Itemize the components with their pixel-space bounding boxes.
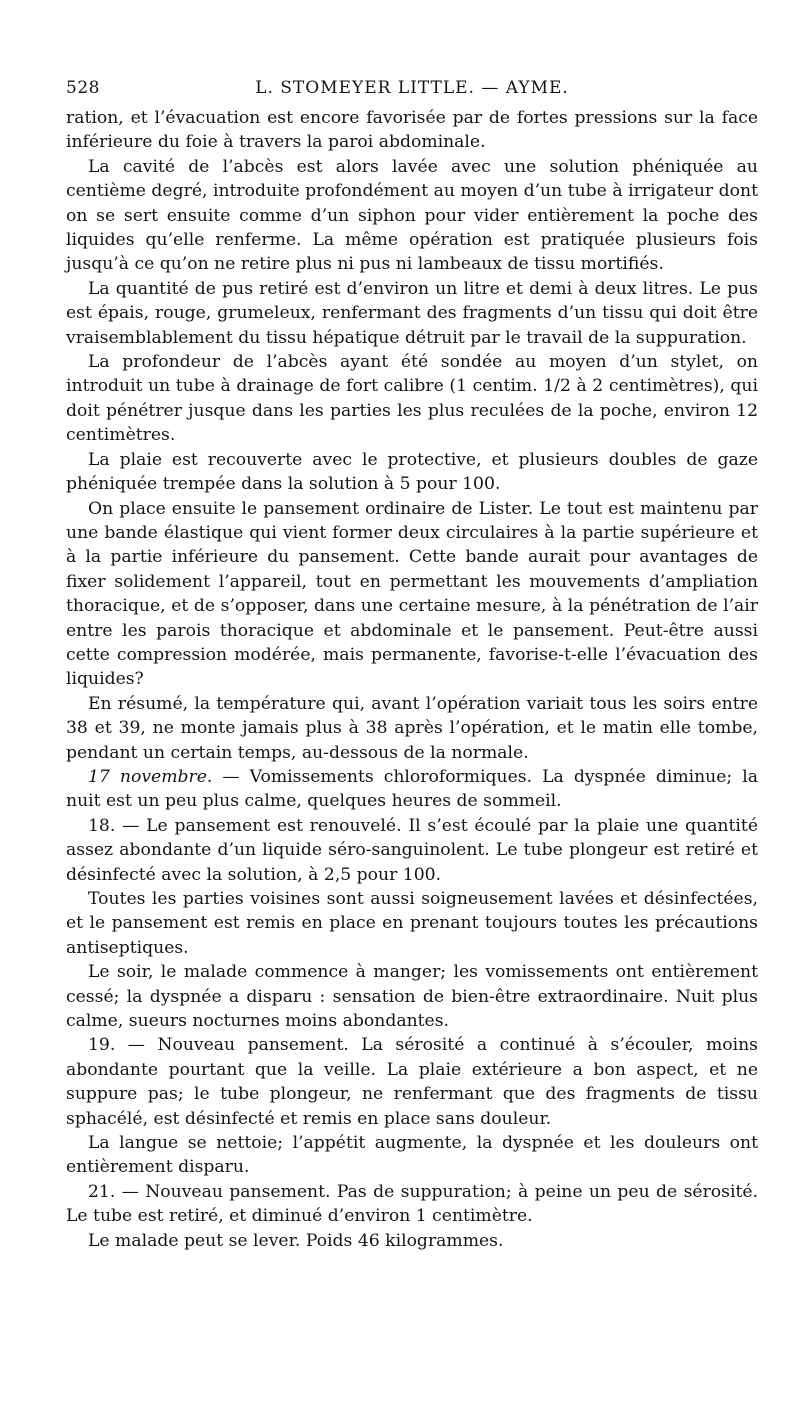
paragraph: La cavité de l’abcès est alors lavée avec une solution phéniquée au centième degré, introduite profondément au moyen d’un tube à irrigateur dont on se sert ensuite comme d’un siphon pour vider entièrement la poche des liquides qu’elle renferme. La même opération est pratiquée plusieurs fois jusqu’à ce qu’on ne retire plus ni pus ni lambeaux de tissu mortifiés.: [66, 156, 758, 275]
page-header: [66, 74, 758, 104]
paragraph: 18. — Le pansement est renouvelé. Il s’est écoulé par la plaie une quantité assez abondante d’un liquide séro-sanguinolent. Le tube plongeur est retiré et désinfecté avec la solution, à 2,5 pour 100.: [66, 815, 758, 885]
paragraph: La profondeur de l’abcès ayant été sondée au moyen d’un stylet, on introduit un tube à drainage de fort calibre (1 centim. 1/2 à 2 centimètres), qui doit pénétrer jusque dans les parties les plus reculées de la poche, environ 12 centimètres.: [66, 352, 758, 446]
entry-date: 17 novembre.: [88, 766, 213, 787]
paragraph: ration, et l’évacuation est encore favorisée par de fortes pressions sur la face inférieure du foie à travers la paroi abdominale.: [66, 108, 758, 153]
paragraph: La quantité de pus retiré est d’environ un litre et demi à deux litres. Le pus est épais, rouge, grumeleux, renfermant des fragments d’un tissu qui doit être vraisemblablement du tissu hépatique détruit par le travail de la suppuration.: [66, 278, 758, 348]
paragraph: 17 novembre. — Vomissements chloroformiques. La dyspnée diminue; la nuit est un peu plus calme, quelques heures de sommeil.: [66, 766, 758, 812]
paragraph: En résumé, la température qui, avant l’opération variait tous les soirs entre 38 et 39, ne monte jamais plus à 38 après l’opération, et le matin elle tombe, pendant un certain temps, au-dessous de la normale.: [66, 693, 758, 763]
body-text: [66, 106, 758, 1253]
paragraph: La plaie est recouverte avec le protective, et plusieurs doubles de gaze phéniquée trempée dans la solution à 5 pour 100.: [66, 449, 758, 495]
document-page: [66, 74, 758, 1253]
running-title: L. STOMEYER LITTLE. — AYME.: [255, 78, 569, 98]
paragraph: La langue se nettoie; l’appétit augmente, la dyspnée et les douleurs ont entièrement disparu.: [66, 1133, 758, 1178]
paragraph: Toutes les parties voisines sont aussi soigneusement lavées et désinfectées, et le pansement est remis en place en prenant toujours toutes les précautions antiseptiques.: [66, 889, 758, 958]
paragraph: Le malade peut se lever. Poids 46 kilogrammes.: [88, 1230, 504, 1251]
paragraph: On place ensuite le pansement ordinaire de Lister. Le tout est maintenu par une bande élastique qui vient former deux circulaires à la partie supérieure et à la partie inférieure du pansement. Cette bande aurait pour avantages de fixer solidement l’appareil, tout en permettant les mouvements d’ampliation thoracique, et de s’opposer, dans une certaine mesure, à la pénétration de l’air entre les parois thoracique et abdominale et le pansement. Peut-être aussi cette compression modérée, mais permanente, favorise-t-elle l’évacuation des liquides?: [66, 498, 758, 690]
paragraph: 21. — Nouveau pansement. Pas de suppuration; à peine un peu de sérosité. Le tube est retiré, et diminué d’environ 1 centimètre.: [66, 1181, 758, 1227]
paragraph: 19. — Nouveau pansement. La sérosité a continué à s’écouler, moins abondante pourtant que la veille. La plaie extérieure a bon aspect, et ne suppure pas; le tube plongeur, ne renfermant que des fragments de tissu sphacélé, est désinfecté et remis en place sans douleur.: [66, 1035, 758, 1129]
paragraph: Le soir, le malade commence à manger; les vomissements ont entièrement cessé; la dyspnée a disparu : sensation de bien-être extraordinaire. Nuit plus calme, sueurs nocturnes moins abondantes.: [66, 962, 758, 1032]
page-number: 528: [66, 78, 100, 98]
